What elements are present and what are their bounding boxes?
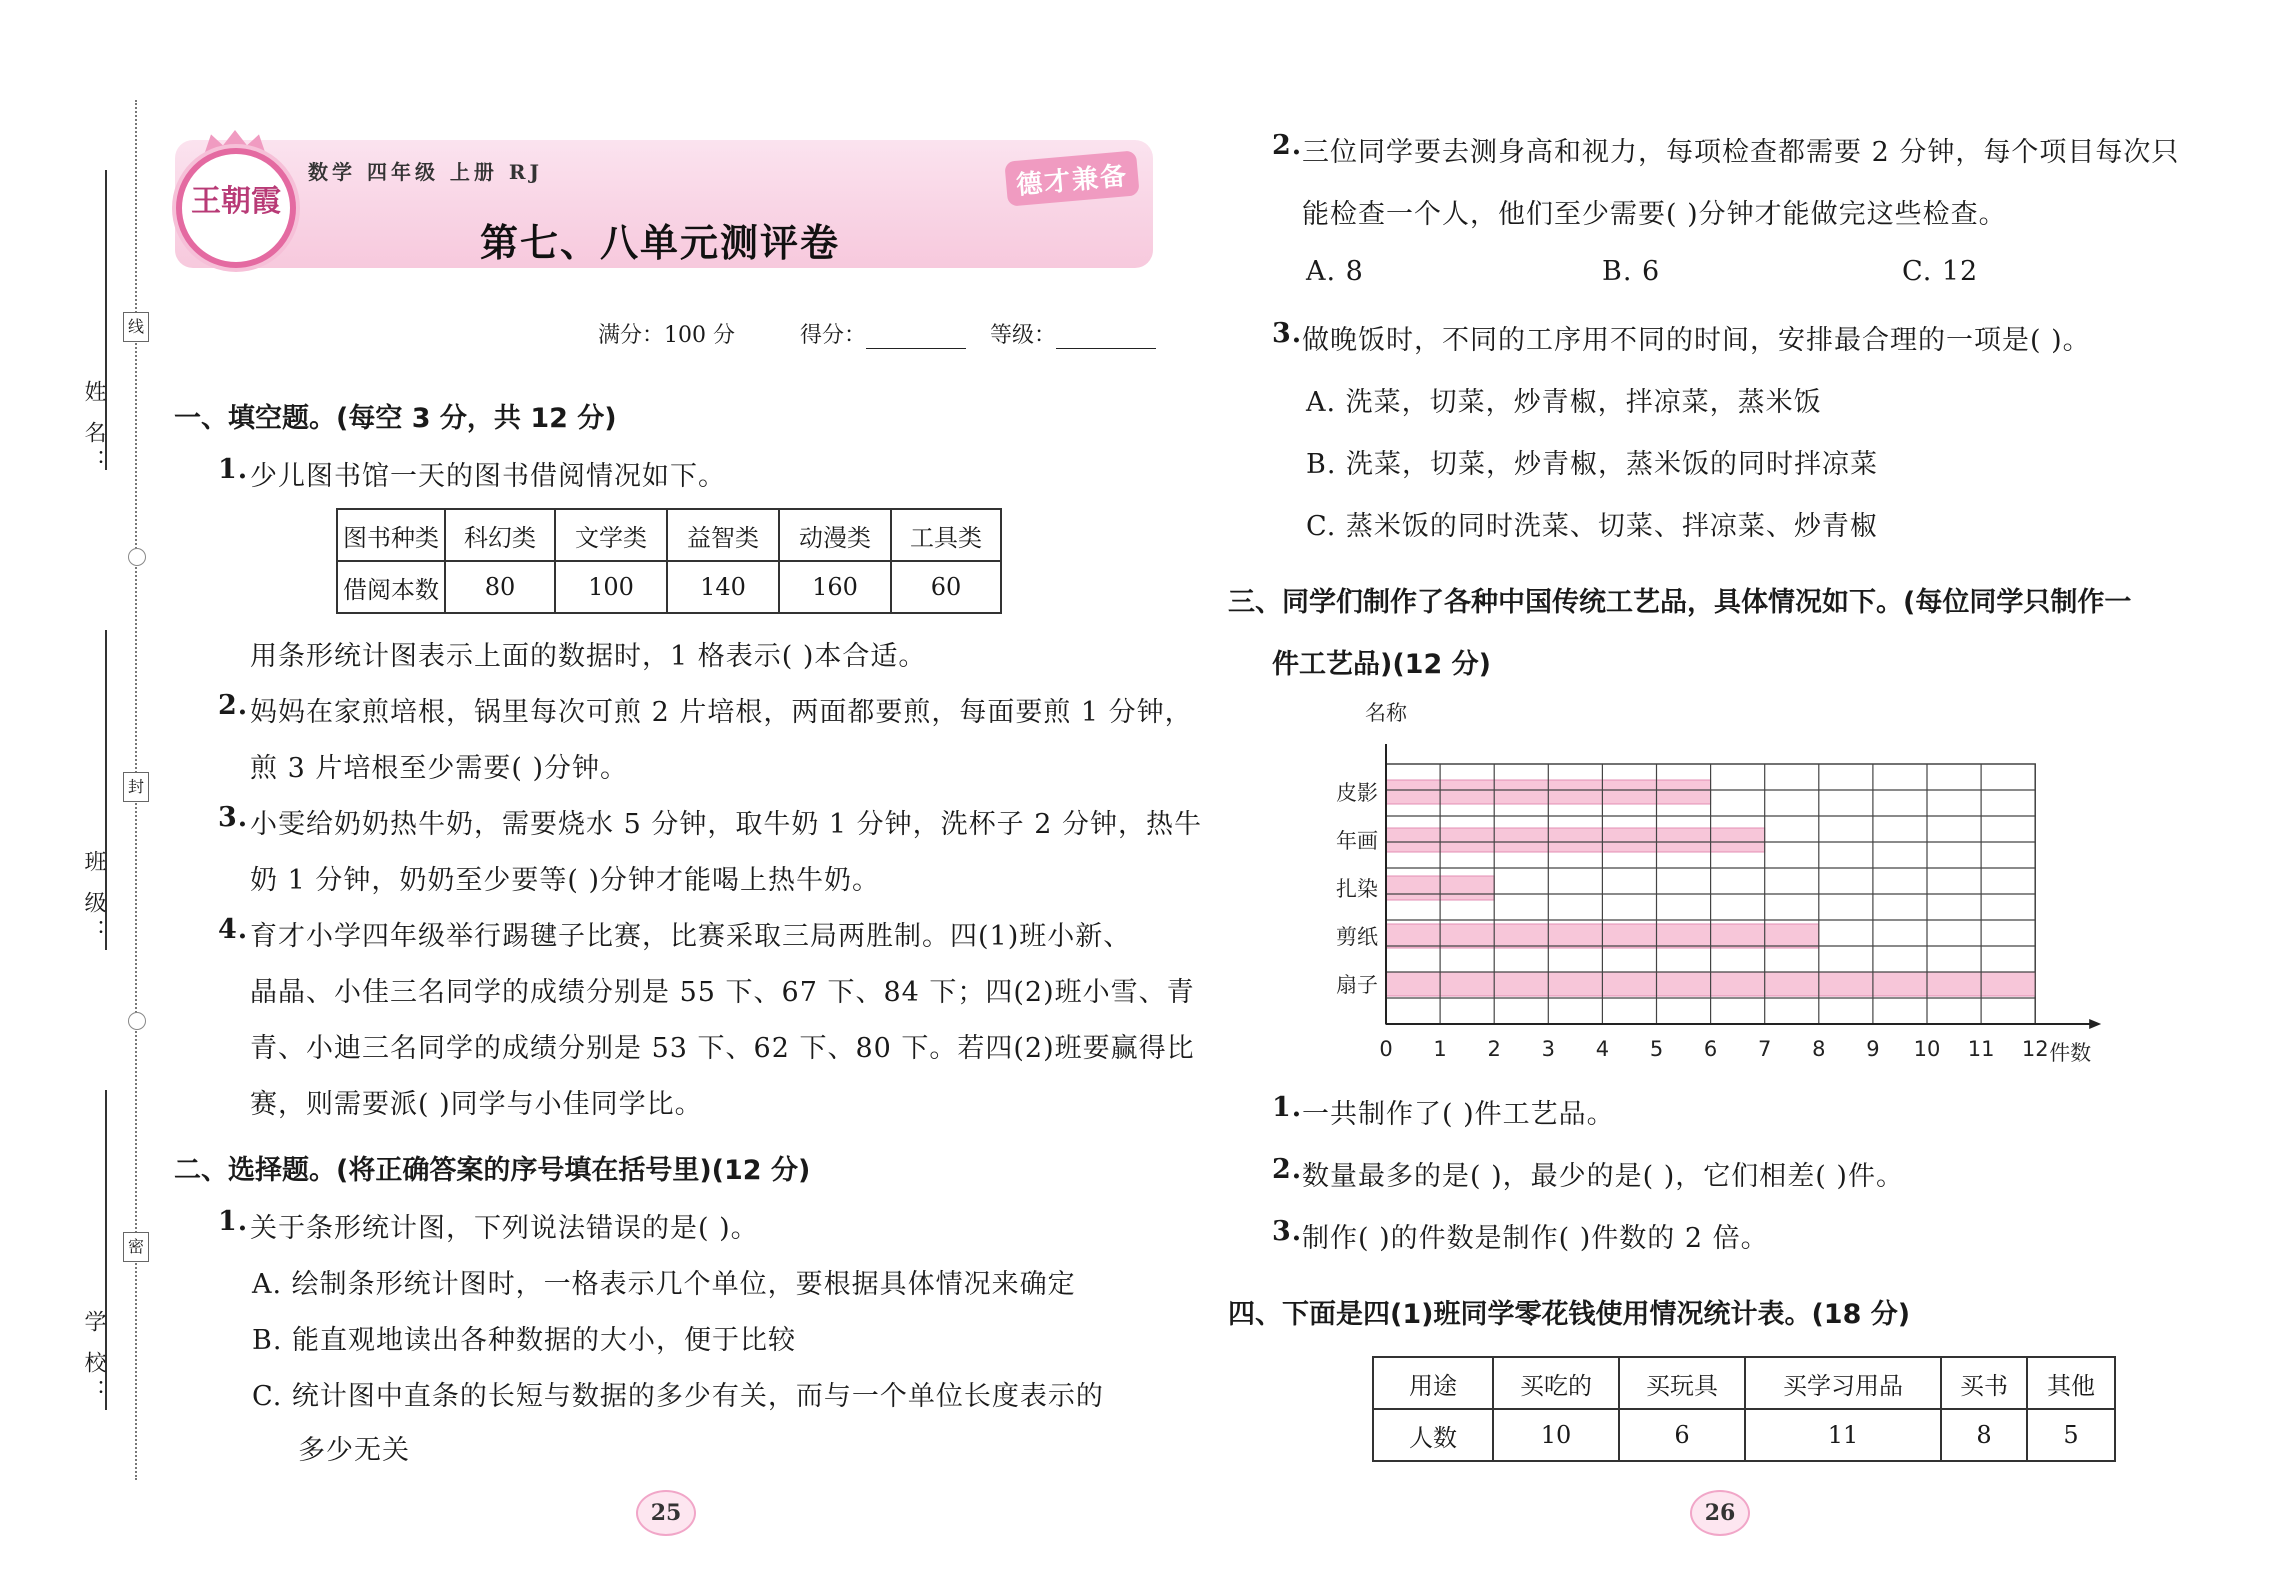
full-score: 满分：100 分 [598, 323, 735, 348]
table-header-cell: 其他 [2027, 1357, 2115, 1409]
s2-q2-option-a: A. 8 [1306, 256, 1364, 287]
chart-tick-label: 7 [1758, 1037, 1772, 1061]
chart-y-axis-label: 名称 [1365, 701, 1407, 725]
table-header-cell: 图书种类 [337, 509, 445, 561]
binding-hole-icon [128, 548, 146, 566]
table-row [1373, 1357, 2115, 1409]
q-number: 1. [218, 454, 249, 485]
motto-tag: 德才兼备 [1004, 150, 1139, 206]
s1-q3-line1: 小雯给奶奶热牛奶，需要烧水 5 分钟，取牛奶 1 分钟，洗杯子 2 分钟，热牛 [250, 809, 1203, 840]
binding-hole-icon [128, 1012, 146, 1030]
s2-q3-option-c: C. 蒸米饭的同时洗菜、切菜、拌凉菜、炒青椒 [1306, 511, 1878, 542]
q-number: 3. [218, 802, 249, 833]
q-number: 4. [218, 914, 249, 945]
chart-x-axis-arrow [2089, 1019, 2101, 1029]
chart-tick-label: 4 [1595, 1037, 1610, 1061]
q-number: 3. [1272, 318, 1303, 349]
school-label: 学 校： [81, 1310, 106, 1407]
table-cell: 80 [445, 561, 555, 613]
table-row [337, 561, 1001, 613]
table-header-cell: 买玩具 [1619, 1357, 1745, 1409]
s1-q1-tail: 用条形统计图表示上面的数据时，1 格表示( )本合适。 [250, 641, 927, 672]
score-field[interactable] [800, 318, 966, 349]
table-row-label: 借阅本数 [337, 561, 445, 613]
name-label: 姓 名： [81, 380, 106, 477]
s3-q1-text: 一共制作了( )件工艺品。 [1302, 1099, 1615, 1130]
s2-q3-option-b: B. 洗菜，切菜，炒青椒，蒸米饭的同时拌凉菜 [1306, 449, 1879, 480]
chart-x-axis-label: 件数 [2049, 1041, 2092, 1065]
section4-heading: 四、下面是四(1)班同学零花钱使用情况统计表。(18 分) [1228, 1299, 1911, 1330]
chart-tick-label: 0 [1379, 1037, 1393, 1061]
page-title: 第七、八单元测评卷 [480, 220, 841, 265]
chart-tick-label: 3 [1541, 1037, 1555, 1061]
q-number: 2. [218, 690, 249, 721]
s2-q1-text: 关于条形统计图，下列说法错误的是( )。 [250, 1213, 759, 1244]
chart-category-label: 年画 [1336, 829, 1378, 853]
q-number: 3. [1272, 1216, 1303, 1247]
seal-char-mi: 密 [123, 1232, 149, 1262]
s1-q3-line2: 奶 1 分钟，奶奶至少要等( )分钟才能喝上热牛奶。 [250, 865, 880, 896]
s1-q4-line3: 青、小迪三名同学的成绩分别是 53 下、62 下、80 下。若四(2)班要赢得比 [250, 1033, 1195, 1064]
seal-char-feng: 封 [123, 772, 149, 802]
chart-tick-label: 10 [1913, 1037, 1941, 1061]
table-header-cell: 用途 [1373, 1357, 1493, 1409]
chart-bar [1386, 828, 1765, 852]
table-header-cell: 买吃的 [1493, 1357, 1619, 1409]
table-cell: 10 [1493, 1409, 1619, 1461]
s2-q3-option-a: A. 洗菜，切菜，炒青椒，拌凉菜，蒸米饭 [1306, 387, 1822, 418]
chart-tick-label: 2 [1487, 1037, 1501, 1061]
chart-tick-label: 8 [1812, 1037, 1826, 1061]
table-header-cell: 买学习用品 [1745, 1357, 1941, 1409]
grade-field[interactable] [990, 318, 1156, 349]
section1-heading: 一、填空题。(每空 3 分，共 12 分) [174, 403, 617, 434]
section3-heading: 三、同学们制作了各种中国传统工艺品，具体情况如下。(每位同学只制作一 [1228, 587, 2132, 618]
class-label: 班 级： [81, 850, 106, 947]
pocket-money-table [1372, 1356, 2116, 1462]
section3-heading-cont: 件工艺品)(12 分) [1272, 649, 1491, 680]
library-table [336, 508, 1002, 614]
table-header-cell: 工具类 [891, 509, 1001, 561]
table-row [337, 509, 1001, 561]
table-header-cell: 益智类 [667, 509, 779, 561]
s2-q2-option-b: B. 6 [1602, 256, 1661, 287]
subject-info: 数学 四年级 上册 RJ [308, 160, 543, 184]
s2-q2-line1: 三位同学要去测身高和视力，每项检查都需要 2 分钟，每个项目每次只 [1302, 137, 2180, 168]
table-row [1373, 1409, 2115, 1461]
s1-q2-line2: 煎 3 片培根至少需要( )分钟。 [250, 753, 628, 784]
table-cell: 160 [779, 561, 891, 613]
s2-q2-line2: 能检查一个人，他们至少需要( )分钟才能做完这些检查。 [1302, 199, 2007, 230]
s2-q1-option-b: B. 能直观地读出各种数据的大小，便于比较 [252, 1325, 797, 1356]
seal-char-xian: 线 [123, 312, 149, 342]
table-cell: 11 [1745, 1409, 1941, 1461]
chart-tick-label: 11 [1967, 1037, 1995, 1061]
table-cell: 140 [667, 561, 779, 613]
chart-category-label: 扇子 [1336, 973, 1378, 997]
q-number: 1. [218, 1206, 249, 1237]
s2-q3-text: 做晚饭时，不同的工序用不同的时间，安排最合理的一项是( )。 [1302, 325, 2091, 356]
page-number-left: 25 [636, 1490, 696, 1536]
table-header-cell: 文学类 [555, 509, 667, 561]
brand-logo: 王朝霞 [176, 148, 296, 268]
s3-q2-text: 数量最多的是( )，最少的是( )，它们相差( )件。 [1302, 1161, 1904, 1192]
page-number-right: 26 [1690, 1490, 1750, 1536]
s1-q4-line1: 育才小学四年级举行踢毽子比赛，比赛采取三局两胜制。四(1)班小新、 [250, 921, 1132, 952]
s3-q3-text: 制作( )的件数是制作( )件数的 2 倍。 [1302, 1223, 1769, 1254]
table-header-cell: 动漫类 [779, 509, 891, 561]
chart-category-label: 皮影 [1336, 781, 1378, 805]
chart-tick-label: 1 [1433, 1037, 1447, 1061]
grade-label: 等级： [990, 323, 1057, 348]
s1-q4-line4: 赛，则需要派( )同学与小佳同学比。 [250, 1089, 703, 1120]
chart-category-label: 剪纸 [1336, 925, 1378, 949]
score-label: 得分： [800, 323, 867, 348]
s1-q4-line2: 晶晶、小佳三名同学的成绩分别是 55 下、67 下、84 下；四(2)班小雪、青 [250, 977, 1195, 1008]
crafts-bar-chart [1300, 700, 2140, 1070]
s2-q1-option-a: A. 绘制条形统计图时，一格表示几个单位，要根据具体情况来确定 [252, 1269, 1076, 1300]
chart-tick-label: 5 [1649, 1037, 1664, 1061]
s2-q1-option-c-cont: 多少无关 [298, 1435, 410, 1466]
chart-tick-label: 12 [2021, 1037, 2049, 1061]
table-cell: 8 [1941, 1409, 2027, 1461]
chart-tick-label: 9 [1866, 1037, 1880, 1061]
s1-q2-line1: 妈妈在家煎培根，锅里每次可煎 2 片培根，两面都要煎，每面要煎 1 分钟， [250, 697, 1193, 728]
table-header-cell: 买书 [1941, 1357, 2027, 1409]
s2-q1-option-c: C. 统计图中直条的长短与数据的多少有关，而与一个单位长度表示的 [252, 1381, 1104, 1412]
chart-category-label: 扎染 [1336, 877, 1378, 901]
table-cell: 60 [891, 561, 1001, 613]
q-number: 2. [1272, 130, 1303, 161]
table-cell: 5 [2027, 1409, 2115, 1461]
q-number: 2. [1272, 1154, 1303, 1185]
table-row-label: 人数 [1373, 1409, 1493, 1461]
section2-heading: 二、选择题。(将正确答案的序号填在括号里)(12 分) [174, 1155, 811, 1186]
s1-q1-text: 少儿图书馆一天的图书借阅情况如下。 [250, 461, 726, 492]
table-header-cell: 科幻类 [445, 509, 555, 561]
table-cell: 100 [555, 561, 667, 613]
s2-q2-option-c: C. 12 [1902, 256, 1979, 287]
table-cell: 6 [1619, 1409, 1745, 1461]
q-number: 1. [1272, 1092, 1303, 1123]
chart-tick-label: 6 [1703, 1037, 1718, 1061]
